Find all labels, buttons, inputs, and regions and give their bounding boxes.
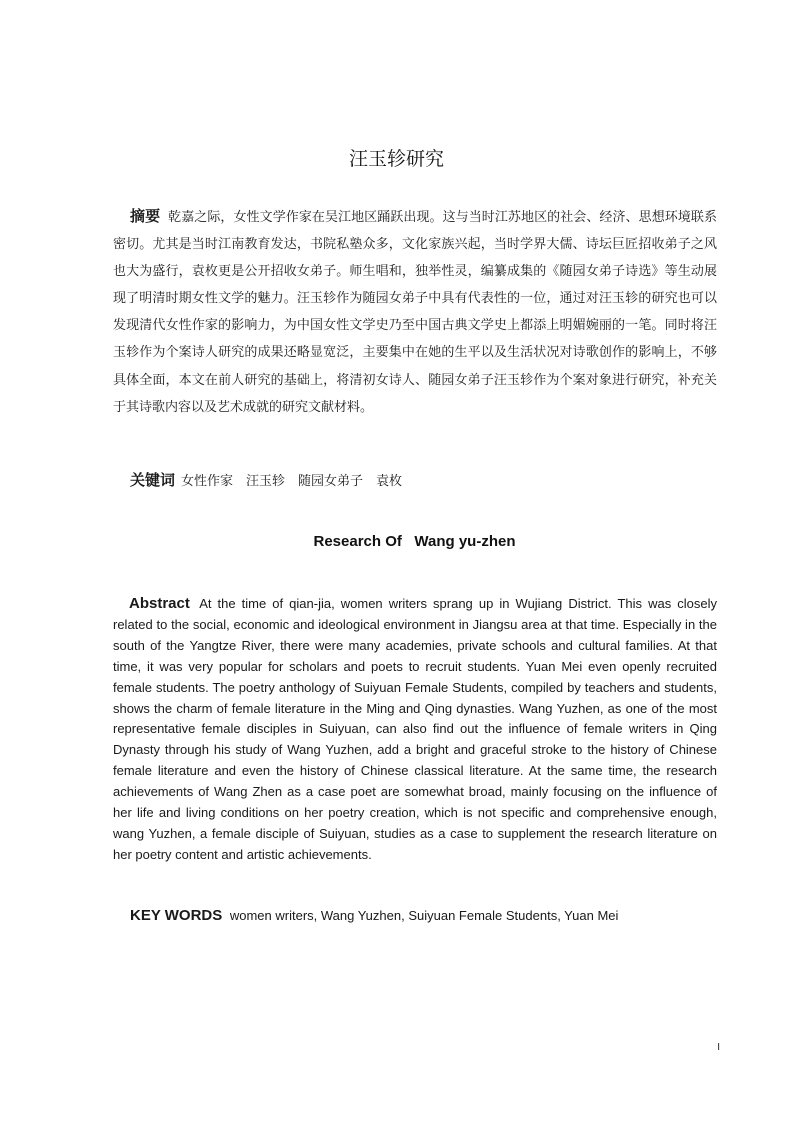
chinese-abstract-label: 摘要 <box>130 207 161 225</box>
chinese-abstract-text: 乾嘉之际，女性文学作家在吴江地区踊跃出现。这与当时江苏地区的社会、经济、思想环境联系密切。尤其是当时江南教育发达，书院私塾众多，文化家族兴起，当时学界大儒、诗坛巨匠招收弟子之风也大为盛行，袁枚更是公开招收女弟子。师生唱和，独举性灵，编纂成集的《随园女弟子诗选》等生动展现了明清时期女性文学的魅力。汪玉轸作为随园女弟子中具有代表性的一位，通过对汪玉轸的研究也可以发现清代女性作家的影响力，为中国女性文学史乃至中国古典文学史上都添上明媚婉丽的一笔。同时将汪玉轸作为个案诗人研究的成果还略显宽泛，主要集中在她的生平以及生活状况对诗歌创作的影响上，不够具体全面，本文在前人研究的基础上，将清初女诗人、随园女弟子汪玉轸作为个案对象进行研究，补充关于其诗歌内容以及艺术成就的研究文献材料。 <box>113 210 717 415</box>
chinese-keywords <box>130 468 717 494</box>
english-abstract <box>113 594 717 866</box>
english-keywords <box>130 905 717 927</box>
english-keywords-label: KEY WORDS <box>130 907 223 924</box>
chinese-keywords-text: 女性作家 汪玉轸 随园女弟子 袁枚 <box>181 474 403 489</box>
english-keywords-text: women writers, Wang Yuzhen, Suiyuan Female Students, Yuan Mei <box>229 908 619 923</box>
english-abstract-text: At the time of qian-jia, women writers sprang up in Wujiang District. This was closely related to the social, economic and ideological environment in Jiangsu area at that time. Especially in the south of the Yangtze River, there were many academies, private schools and cultural families. At that time, it was very popular for scholars and poets to recruit students. Yuan Mei even openly recruited female students. The poetry anthology of Suiyuan Female Students, compiled by teachers and students, shows the charm of female literature in the Ming and Qing dynasties. Wang Yuzhen, as one of the most representative female disciples in Suiyuan, can also find out the influence of female writers in Qing Dynasty through his study of Wang Yuzhen, add a bright and graceful stroke to the history of Chinese female literature and even the history of Chinese classical literature. At the same time, the research achievements of Wang Zhen as a case poet are somewhat broad, mainly focusing on the influence of her life and living conditions on her poetry creation, which is not specific and comprehensive enough, wang Yuzhen, a female disciple of Suiyuan, studies as a case to supplement the research literature on her poetry content and artistic achievements. <box>113 596 717 862</box>
chinese-keywords-label: 关键词 <box>130 471 176 489</box>
chinese-title: 汪玉轸研究 <box>348 148 444 170</box>
page-number: I <box>717 1042 720 1053</box>
chinese-abstract <box>113 203 717 421</box>
english-abstract-label: Abstract <box>129 595 190 612</box>
english-title: Research Of Wang yu-zhen <box>313 533 516 550</box>
